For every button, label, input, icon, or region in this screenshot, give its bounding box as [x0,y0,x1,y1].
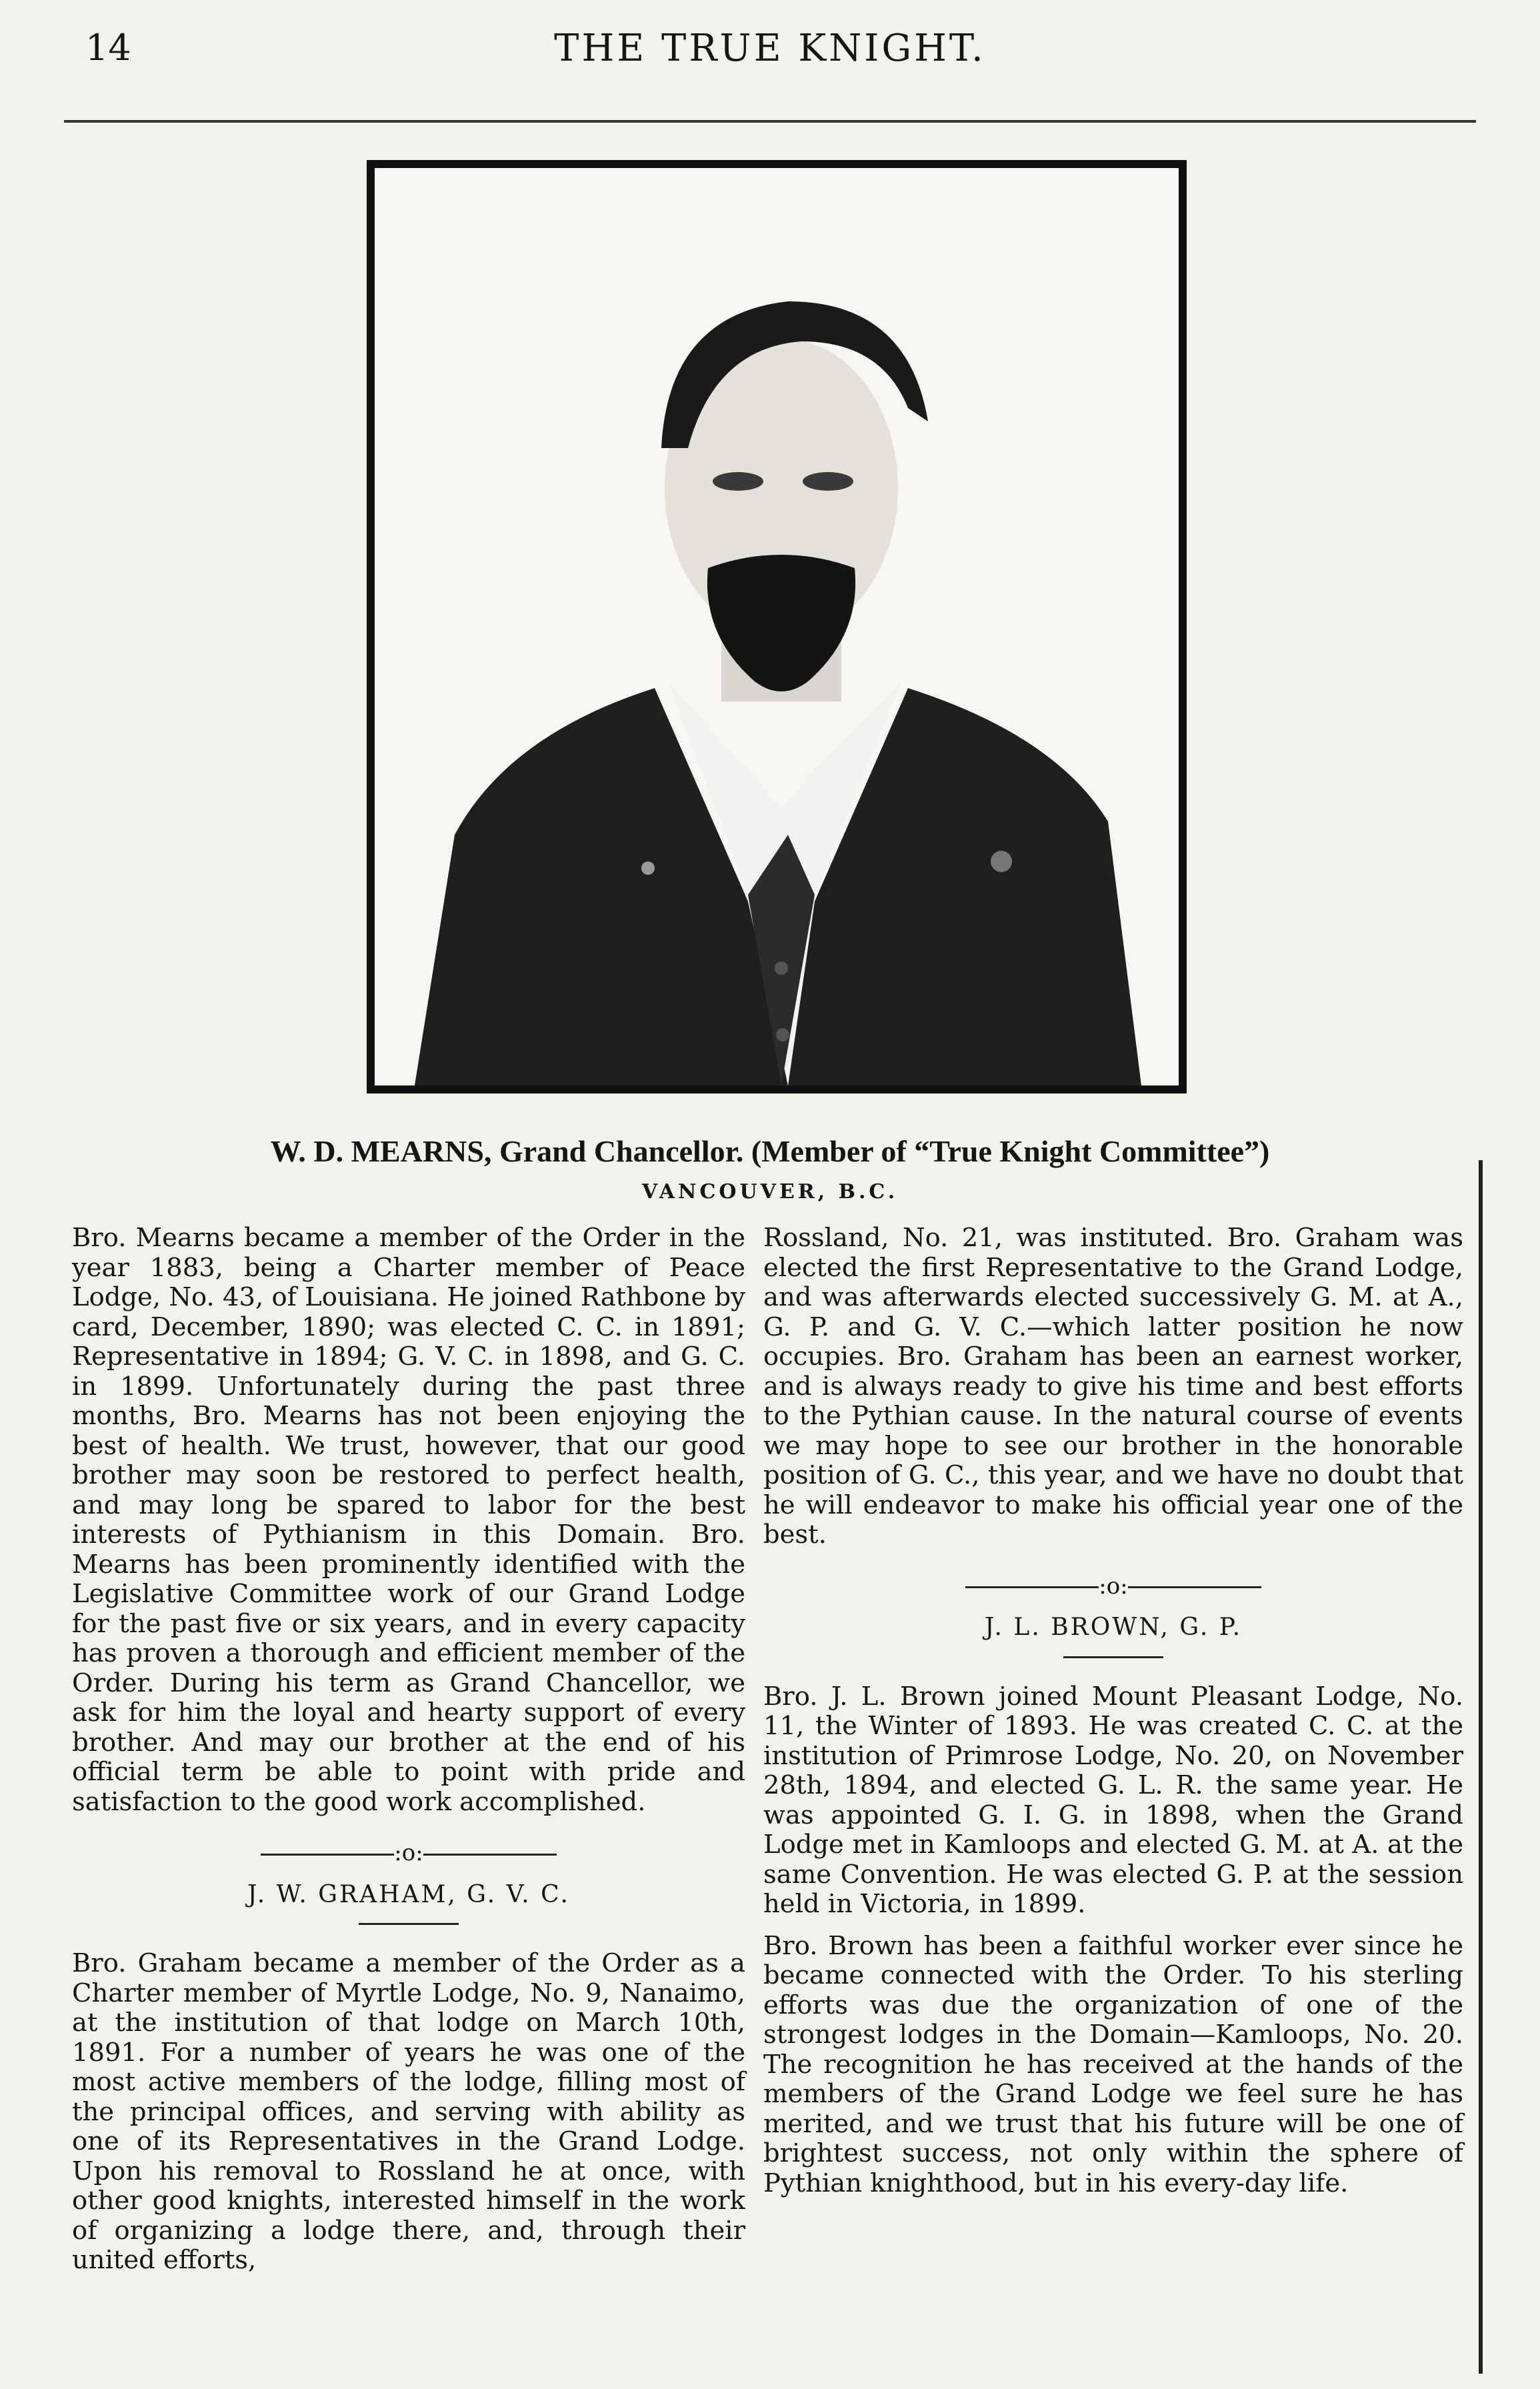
running-head: THE TRUE KNIGHT. [554,27,986,70]
brown-paragraph-2: Bro. Brown has been a faithful worker ever since he became connected with the Order. To his sterling efforts was due the organization of one of the strongest lodges in the Domain—Kamloops, No. 20. The recognition he has received at the hands of the members of the Grand Lodge we feel sure he has merited, and we trust that his future will be one of brightest success, not only within the sphere of Pythian knighthood, but in his every-day life. [763,1930,1463,2198]
left-column [72,1224,745,2288]
brown-paragraph-1: Bro. J. L. Brown joined Mount Pleasant Lodge, No. 11, the Winter of 1893. He was created C. C. at the institution of Primrose Lodge, No. 20, on November 28th, 1894, and elected G. L. R. the same year. He was appointed G. I. G. in 1898, when the Grand Lodge met in Kamloops and elected G. M. at A. at the same Convention. He was elected G. P. at the session held in Victoria, in 1899. [763,1681,1463,1919]
mearns-paragraph: Bro. Mearns became a member of the Order in the year 1883, being a Charter member of Peace Lodge, No. 43, of Louisiana. He joined Rathbone by card, December, 1890; was elected C. C. in 1891; Representative in 1894; G. V. C. in 1898, and G. C. in 1899. Unfortunately during the past three months, Bro. Mearns has not been enjoying the best of health. We trust, however, that our good brother may soon be restored to perfect health, and may long be spared to labor for the best interests of Pythianism in this Domain. Bro. Mearns has been prominently identified with the Legislative Committee work of our Grand Lodge for the past five or six years, and in every capacity has proven a thorough and efficient member of the Order. During his term as Grand Chancellor, we ask for him the loyal and hearty support of every brother. And may our brother at the end of his official term be able to point with pride and satisfaction to the good work accomplished. [72,1223,745,1817]
graham-paragraph: Bro. Graham became a member of the Order as a Charter member of Myrtle Lodge, No. 9, Nanaimo, at the institution of that lodge on March 10th, 1891. For a number of years he was one of the most active members of the lodge, filling most of the principal offices, and serving with ability as one of its Representatives in the Grand Lodge. Upon his removal to Rossland he at once, with other good knights, interested himself in the work of organizing a lodge there, and, through their united efforts, [72,1948,745,2275]
section-divider: :o: [72,1838,745,1868]
right-column [763,1224,1463,2210]
graham-heading: J. W. GRAHAM, G. V. C. [247,1880,570,1908]
portrait-illustration [375,168,1179,1085]
heading-rule [359,1923,459,1925]
photo-location: VANCOUVER, B.C. [641,1180,899,1204]
heading-rule [1063,1656,1163,1658]
portrait-photo [367,160,1187,1093]
section-divider: :o: [763,1572,1463,1602]
header-rule [64,120,1476,123]
page-number: 14 [85,27,131,69]
graham-continued-paragraph: Rossland, No. 21, was instituted. Bro. Graham was elected the first Representative to the Grand Lodge, and was afterwards elected successively G. M. at A., G. P. and G. V. C.—which latter position he now occupies. Bro. Graham has been an earnest worker, and is always ready to give his time and best efforts to the Pythian cause. In the natural course of events we may hope to see our brother in the honorable position of G. C., this year, and we have no doubt that he will endeavor to make his official year one of the best. [763,1223,1463,1550]
photo-caption: W. D. MEARNS, Grand Chancellor. (Member of “True Knight Committee”) [270,1134,1270,1168]
page-edge-rule [1479,1160,1483,2374]
brown-heading: J. L. BROWN, G. P. [984,1614,1243,1641]
